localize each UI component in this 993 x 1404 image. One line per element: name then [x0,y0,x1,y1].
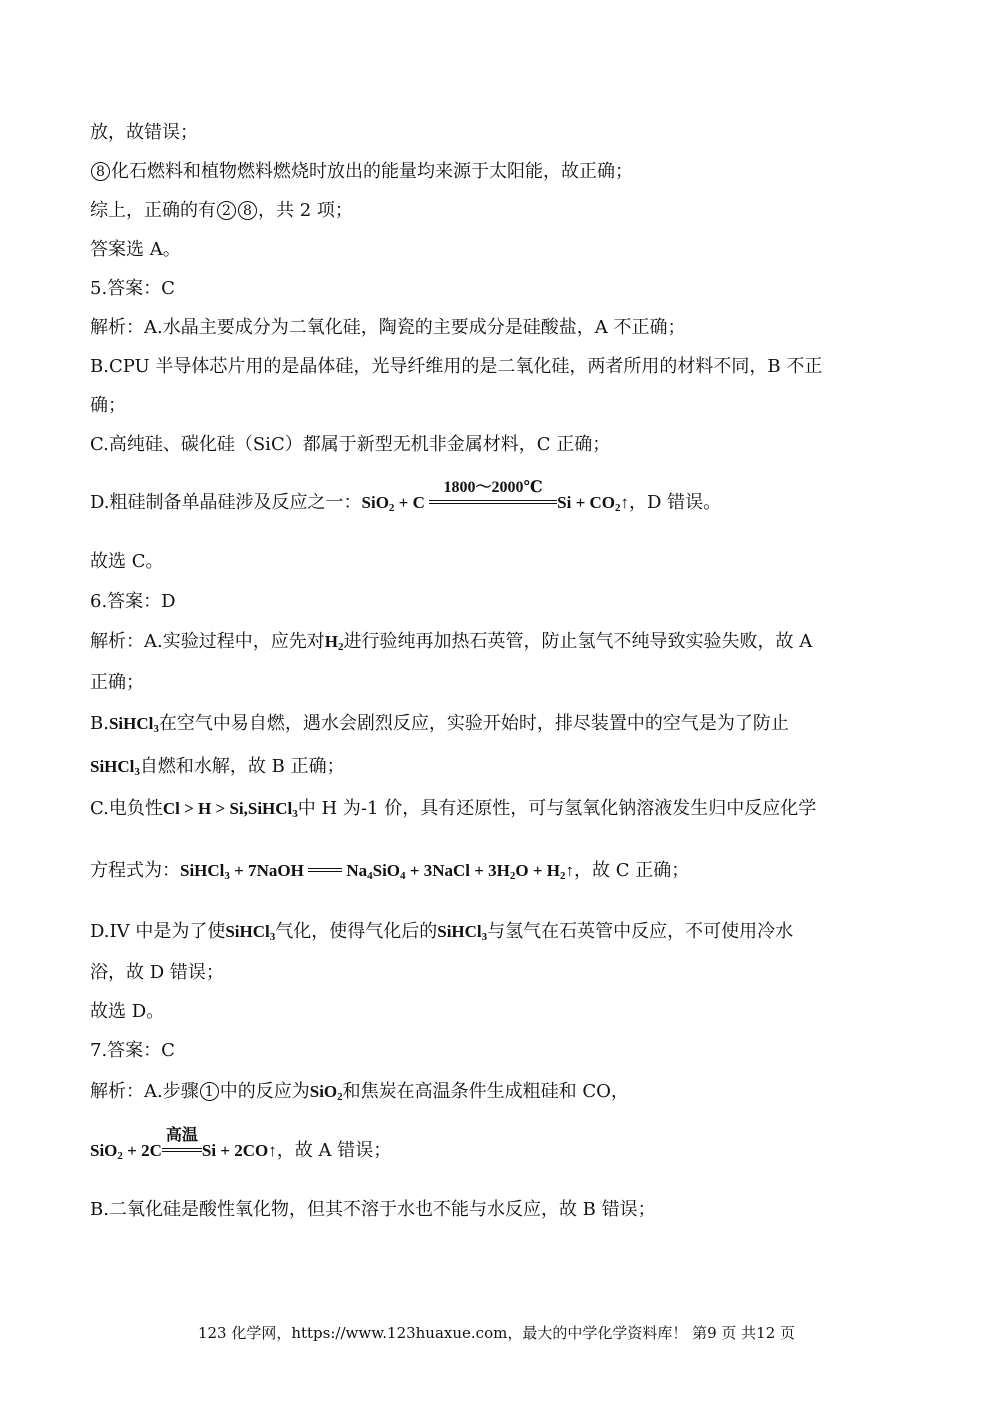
chemical-equation: SiHCl$_3$ + 7NaOH $Na_4SiO_4$ + 3NaCl + $3H_2O$ + $H_2↑$ [180,861,575,882]
chemical-formula: Cl > H > Si,SiHCl$_3$ [162,799,298,820]
reaction-condition: 1800～2000℃ [429,491,557,515]
text-line: B.二氧化硅是酸性氧化物，但其不溶于水也不能与水反应，故 B 错误； [90,1199,656,1220]
answer-heading: 5.答案：C [90,278,175,299]
chemical-formula: SiHCl$_3$ [437,922,488,943]
text-line: 故选 D。 [90,1001,165,1022]
text-line: 综上，正确的有 2 8 ，共 2 项； [90,200,353,221]
text-line: B.SiHCl$_3$在空气中易自燃，遇水会剧烈反应，实验开始时，排尽装置中的空气是为了防止 [90,713,789,735]
text-line: 答案选 A。 [90,239,181,260]
text-line: 放，故错误； [90,122,198,143]
chemical-formula: SiHCl$_3$ [225,922,276,943]
text-line: 方程式为：SiHCl$_3$ + 7NaOH $Na_4SiO_4$ + 3NaCl + $3H_2O$ + $H_2↑$，故 C 正确； [90,860,690,882]
chemical-equation: SiO$_2$ + C 1800～2000℃ $Si + CO_2↑$ [361,479,630,514]
text-line: 解析：A.水晶主要成分为二氧化硅，陶瓷的主要成分是硅酸盐，A 不正确； [90,317,686,338]
text-line: 8 化石燃料和植物燃料燃烧时放出的能量均来源于太阳能，故正确； [90,160,633,184]
circled-number: 2 [217,201,236,220]
reaction-condition: 高温 [162,1139,202,1163]
answer-heading: 7.答案：C [90,1040,175,1061]
text-line: 故选 C。 [90,551,164,572]
text-line: 解析：A.实验过程中，应先对$H_2$进行验纯再加热石英管，防止氢气不纯导致实验失败，故 A [90,631,813,653]
text-line: SiHCl$_3$自燃和水解，故 B 正确； [90,756,345,778]
chemical-formula: SiHCl$_3$ [108,714,159,735]
text-line: 确； [90,395,126,416]
page-footer: 123 化学网，https://www.123huaxue.com，最大的中学化学资料库！ 第9 页 共12 页 [197,1324,796,1342]
text-line: C.高纯硅、碳化硅（SiC）都属于新型无机非金属材料，C 正确； [90,434,611,455]
text-line: B.CPU 半导体芯片用的是晶体硅，光导纤维用的是二氧化硅，两者所用的材料不同，B 不正 [90,356,823,377]
reaction-condition [308,859,342,883]
chemical-equation: SiO$_2$ + 2C 高温 Si + 2CO↑ [90,1127,277,1162]
text-line: SiO$_2$ + 2C 高温 Si + 2CO↑，故 A 错误； [90,1127,392,1162]
text-line: D.IV 中是为了使SiHCl$_3$气化，使得气化后的SiHCl$_3$与氢气在石英管中反应，不可使用冷水 [90,921,794,943]
chemical-formula: SiO$_2$ [309,1082,343,1103]
text-line: 正确； [90,672,144,693]
text-line: D.粗硅制备单晶硅涉及反应之一：SiO$_2$ + C 1800～2000℃ $Si + CO_2↑$，D 错误。 [90,479,722,514]
answer-heading: 6.答案：D [90,591,176,612]
chemical-formula: $H_2$ [324,632,344,653]
text-line: C.电负性Cl > H > Si,SiHCl$_3$中 H 为-1 价，具有还原性，可与氢氧化钠溶液发生归中反应化学 [90,798,817,820]
circled-number: 8 [91,162,110,181]
text-line: 浴，故 D 错误； [90,962,224,983]
circled-number: 1 [200,1082,219,1101]
circled-number: 8 [238,201,257,220]
chemical-formula: SiHCl$_3$ [90,757,140,778]
text-line: 解析：A.步骤 1 中的反应为SiO$_2$和焦炭在高温条件生成粗硅和 CO， [90,1081,629,1103]
